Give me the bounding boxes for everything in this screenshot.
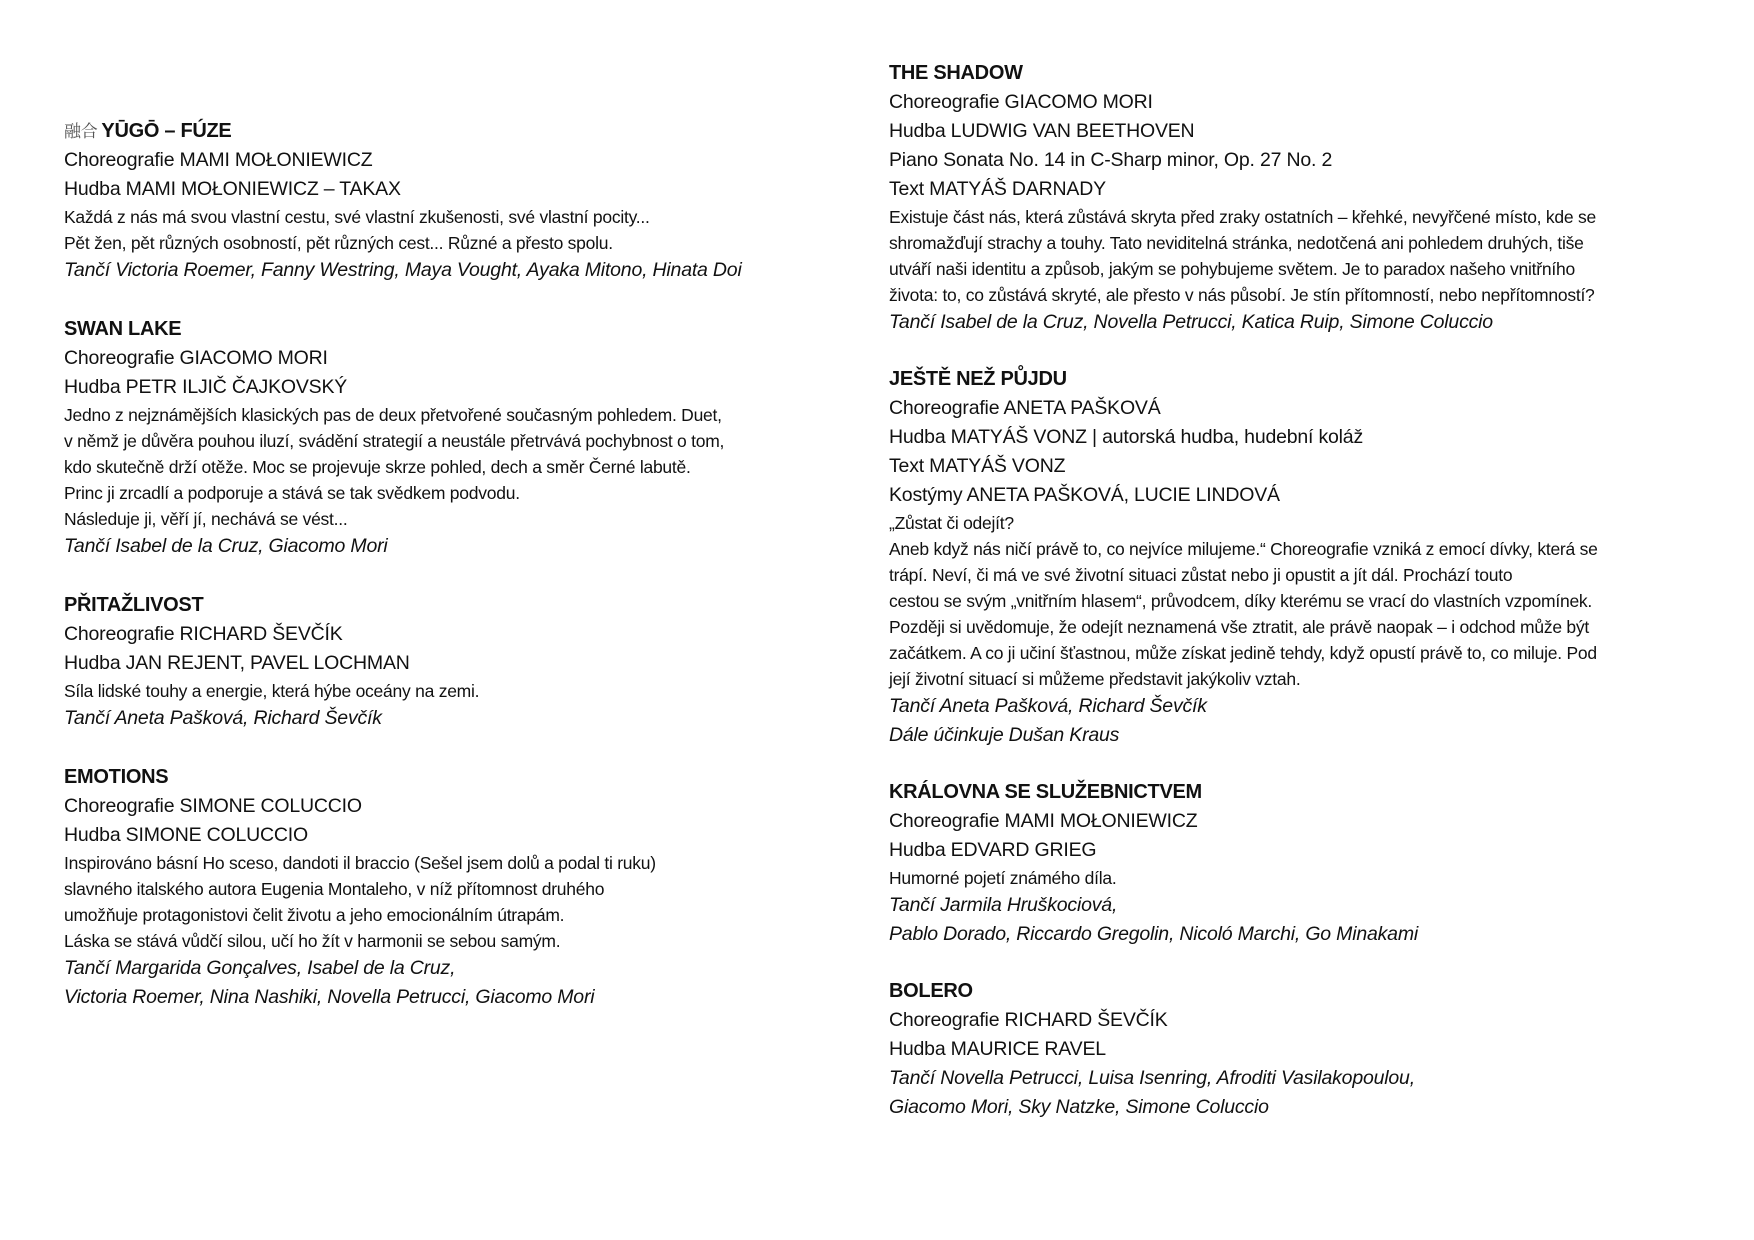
piece-title: BOLERO	[889, 980, 973, 1002]
piece-description	[64, 204, 844, 256]
piece-description	[889, 510, 1709, 692]
description-line: Láska se stává vůdčí silou, učí ho žít v harmonii se sebou samým.	[64, 931, 561, 951]
music-credit: Hudba MAURICE RAVEL	[889, 1038, 1106, 1060]
kanji-title-prefix: 融合	[64, 122, 98, 142]
music-credit: Hudba EDVARD GRIEG	[889, 839, 1097, 861]
piece-title: KRÁLOVNA SE SLUŽEBNICTVEM	[889, 781, 1202, 803]
text-credit: Text MATYÁŠ DARNADY	[889, 178, 1106, 200]
piece-description	[64, 678, 844, 704]
description-line: Aneb když nás ničí právě to, co nejvíce milujeme.“ Choreografie vzniká z emocí dívky, která se	[889, 539, 1598, 559]
dancers-line: Tančí Novella Petrucci, Luisa Isenring, Afroditi Vasilakopoulou,	[889, 1067, 1415, 1089]
description-line: Jedno z nejznámějších klasických pas de deux přetvořené současným pohledem. Duet,	[64, 405, 722, 425]
choreography-credit: Choreografie ANETA PAŠKOVÁ	[889, 397, 1161, 419]
dancers-line: Tančí Aneta Pašková, Richard Ševčík	[64, 707, 382, 729]
piece-title: PŘITAŽLIVOST	[64, 594, 204, 616]
dancers-list	[64, 704, 844, 733]
choreography-credit: Choreografie MAMI MOŁONIEWICZ	[64, 149, 373, 171]
dancers-line: Tančí Isabel de la Cruz, Novella Petrucci, Katica Ruip, Simone Coluccio	[889, 311, 1493, 333]
description-line: její životní situací si můžeme představit jakýkoliv vztah.	[889, 669, 1301, 689]
piece-jeste-nez-pujdu	[889, 365, 1709, 750]
description-line: Humorné pojetí známého díla.	[889, 868, 1117, 888]
piece-title-text: YŪGŌ – FÚZE	[101, 120, 232, 142]
dancers-line: Pablo Dorado, Riccardo Gregolin, Nicoló Marchi, Go Minakami	[889, 923, 1419, 945]
right-column	[889, 59, 1709, 1150]
text-credit: Text MATYÁŠ VONZ	[889, 455, 1066, 477]
guest-performer-line: Dále účinkuje Dušan Kraus	[889, 724, 1120, 746]
description-line: života: to, co zůstává skryté, ale přesto v nás působí. Je stín přítomností, nebo nepřítomností?	[889, 285, 1595, 305]
piece-title: JEŠTĚ NEŽ PŮJDU	[889, 368, 1067, 390]
music-credit: Hudba MATYÁŠ VONZ | autorská hudba, hudební koláž	[889, 426, 1363, 448]
description-line: cestou se svým „vnitřním hlasem“, průvodcem, díky kterému se vrací do vlastních vzpomínek.	[889, 591, 1593, 611]
description-line: Následuje ji, věří jí, nechává se vést...	[64, 509, 348, 529]
music-credit: Hudba LUDWIG VAN BEETHOVEN	[889, 120, 1195, 142]
piece-swan-lake	[64, 315, 844, 561]
choreography-credit: Choreografie GIACOMO MORI	[64, 347, 328, 369]
dancers-line: Giacomo Mori, Sky Natzke, Simone Coluccio	[889, 1096, 1269, 1118]
piece-the-shadow	[889, 59, 1709, 337]
dancers-line: Tančí Aneta Pašková, Richard Ševčík	[889, 695, 1207, 717]
piece-pritazlivost	[64, 591, 844, 733]
description-line: začátkem. A co ji učiní šťastnou, může získat jedině tehdy, když opustí právě to, co miluje. Pod	[889, 643, 1597, 663]
dancers-line: Tančí Victoria Roemer, Fanny Westring, Maya Vought, Ayaka Mitono, Hinata Doi	[64, 259, 742, 281]
left-column	[64, 117, 844, 1042]
dancers-list	[889, 1064, 1709, 1122]
description-line: umožňuje protagonistovi čelit životu a jeho emocionálním útrapám.	[64, 905, 565, 925]
description-line: Princ ji zrcadlí a podporuje a stává se tak svědkem podvodu.	[64, 483, 520, 503]
choreography-credit: Choreografie SIMONE COLUCCIO	[64, 795, 362, 817]
choreography-credit: Choreografie MAMI MOŁONIEWICZ	[889, 810, 1198, 832]
description-line: Síla lidské touhy a energie, která hýbe oceány na zemi.	[64, 681, 480, 701]
piece-yugo-fuze	[64, 117, 844, 285]
piece-title	[64, 117, 844, 146]
costumes-credit: Kostýmy ANETA PAŠKOVÁ, LUCIE LINDOVÁ	[889, 484, 1280, 506]
description-line: shromažďují strachy a touhy. Tato neviditelná stránka, nedotčená ani pohledem druhých, tiše	[889, 233, 1584, 253]
piece-description	[889, 865, 1709, 891]
dancers-list	[889, 891, 1709, 949]
piece-title: EMOTIONS	[64, 766, 169, 788]
description-line: „Zůstat či odejít?	[889, 513, 1014, 533]
dancers-line: Tančí Jarmila Hruškociová,	[889, 894, 1118, 916]
dancers-list	[889, 692, 1709, 750]
music-credit: Hudba SIMONE COLUCCIO	[64, 824, 308, 846]
music-credit: Hudba JAN REJENT, PAVEL LOCHMAN	[64, 652, 410, 674]
choreography-credit: Choreografie GIACOMO MORI	[889, 91, 1153, 113]
description-line: Existuje část nás, která zůstává skryta před zraky ostatních – křehké, nevyřčené místo, kde se	[889, 207, 1596, 227]
music-work-credit: Piano Sonata No. 14 in C-Sharp minor, Op. 27 No. 2	[889, 149, 1333, 171]
music-credit: Hudba PETR ILJIČ ČAJKOVSKÝ	[64, 376, 348, 398]
dancers-line: Tančí Isabel de la Cruz, Giacomo Mori	[64, 535, 388, 557]
dancers-line: Victoria Roemer, Nina Nashiki, Novella Petrucci, Giacomo Mori	[64, 986, 595, 1008]
piece-emotions	[64, 763, 844, 1012]
piece-bolero	[889, 977, 1709, 1122]
piece-description	[889, 204, 1709, 308]
description-line: slavného italského autora Eugenia Montaleho, v níž přítomnost druhého	[64, 879, 605, 899]
piece-kralovna-se-sluzebnictvem	[889, 778, 1709, 949]
dancers-list	[64, 532, 844, 561]
dancers-line: Tančí Margarida Gonçalves, Isabel de la Cruz,	[64, 957, 456, 979]
dancers-list	[64, 256, 844, 285]
piece-title: THE SHADOW	[889, 62, 1023, 84]
music-credit: Hudba MAMI MOŁONIEWICZ – TAKAX	[64, 178, 401, 200]
description-line: kdo skutečně drží otěže. Moc se projevuje skrze pohled, dech a směr Černé labutě.	[64, 457, 691, 477]
dancers-list	[64, 954, 844, 1012]
choreography-credit: Choreografie RICHARD ŠEVČÍK	[64, 623, 343, 645]
description-line: trápí. Neví, či má ve své životní situaci zůstat nebo ji opustit a jít dál. Prochází touto	[889, 565, 1513, 585]
description-line: v němž je důvěra pouhou iluzí, svádění strategií a neustále přetrvává pochybnost o tom,	[64, 431, 725, 451]
piece-title: SWAN LAKE	[64, 318, 182, 340]
description-line: utváří naši identitu a způsob, jakým se pohybujeme světem. Je to paradox našeho vnitřního	[889, 259, 1575, 279]
description-line: Inspirováno básní Ho sceso, dandoti il braccio (Sešel jsem dolů a podal ti ruku)	[64, 853, 656, 873]
description-line: Pět žen, pět různých osobností, pět různých cest... Různé a přesto spolu.	[64, 233, 613, 253]
dancers-list	[889, 308, 1709, 337]
description-line: Každá z nás má svou vlastní cestu, své vlastní zkušenosti, své vlastní pocity...	[64, 207, 650, 227]
piece-description	[64, 850, 844, 954]
piece-description	[64, 402, 844, 532]
choreography-credit: Choreografie RICHARD ŠEVČÍK	[889, 1009, 1168, 1031]
description-line: Později si uvědomuje, že odejít neznamená vše ztratit, ale právě naopak – i odchod může být	[889, 617, 1590, 637]
